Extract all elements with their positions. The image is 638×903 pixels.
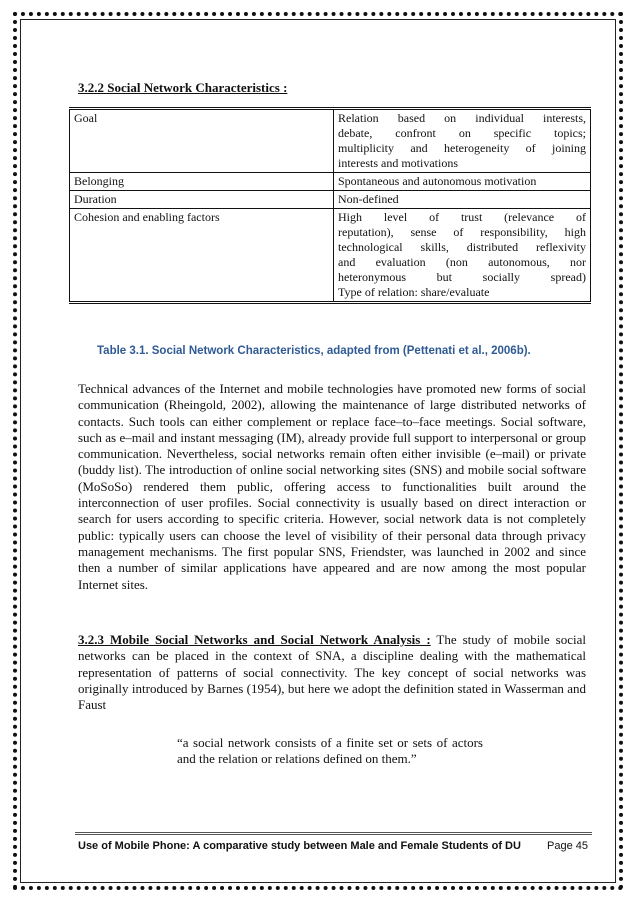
paragraph-internet-advances: Technical advances of the Internet and mobile technologies have promoted new forms of social communication (Rheingold, 2002), allowing the maintenance of large distributed networks of contacts. Such tools can either complement or replace face–to–face meetings. Social software, such as e–mail and instant messaging (IM), already provide full support to interpersonal or group communication. Nevertheless, social networks remain often either invisible (e–mail) or private (buddy list). The introduction of online social networking sites (SNS) and mobile social software (MoSoSo) rendered them public, offering access to functionalities built around the interconnection of user profiles. Social connectivity is usually based on direct interaction or search for users according to specific criteria. However, social network data is not completely public: typically users can choose the level of visibility of their personal data through privacy management mechanisms. The first popular SNS, Friendster, was launched in 2002 and since then a number of similar applications have appeared and are now among the most popular Internet sites. bbox=[78, 381, 586, 592]
description-line: interests and motivations bbox=[338, 156, 458, 170]
table-cell-description bbox=[334, 191, 591, 209]
table-row bbox=[70, 191, 591, 209]
description-line: multiplicity and heterogeneity of joining bbox=[338, 141, 586, 155]
description-line: Non-defined bbox=[338, 192, 399, 206]
table-cell-attribute: Duration bbox=[70, 191, 334, 209]
definition-quote: “a social network consists of a finite set or sets of actors and the relation or relations defined on them.” bbox=[177, 735, 483, 766]
table-row bbox=[70, 173, 591, 191]
footer-title: Use of Mobile Phone: A comparative study between Male and Female Students of DU bbox=[78, 840, 521, 852]
description-line: Spontaneous and autonomous motivation bbox=[338, 174, 537, 188]
description-line: debate, confront on specific topics; bbox=[338, 126, 586, 140]
description-line: technological skills, distributed reflexivity bbox=[338, 240, 586, 254]
table-cell-description bbox=[334, 109, 591, 173]
section-3-2-3-text: The study of mobile social networks can be placed in the context of SNA, a discipline dealing with the mathematical representation of patterns of social connectivity. The key concept of social networks was originally introduced by Barnes (1954), but here we adopt the definition stated in Wasserman and Faust bbox=[78, 632, 586, 713]
description-line: and evaluation (non autonomous, nor bbox=[338, 255, 586, 269]
characteristics-table bbox=[69, 107, 591, 304]
table-cell-attribute: Belonging bbox=[70, 173, 334, 191]
table-caption: Table 3.1. Social Network Characteristics, adapted from (Pettenati et al., 2006b). bbox=[97, 345, 531, 357]
description-line: Type of relation: share/evaluate bbox=[338, 285, 490, 299]
description-line: High level of trust (relevance of bbox=[338, 210, 586, 224]
section-heading-3-2-2: 3.2.2 Social Network Characteristics : bbox=[78, 80, 288, 95]
table-row bbox=[70, 109, 591, 173]
paragraph-mobile-sna bbox=[78, 632, 586, 713]
table-cell-description bbox=[334, 209, 591, 303]
footer-divider bbox=[75, 832, 592, 835]
table-cell-attribute: Cohesion and enabling factors bbox=[70, 209, 334, 303]
page-number: Page 45 bbox=[547, 840, 588, 852]
section-heading-3-2-3: 3.2.3 Mobile Social Networks and Social Network Analysis : bbox=[78, 632, 431, 647]
description-line: heteronymous but socially spread) bbox=[338, 270, 586, 284]
table-cell-attribute: Goal bbox=[70, 109, 334, 173]
table-row bbox=[70, 209, 591, 303]
description-line: Relation based on individual interests, bbox=[338, 111, 586, 125]
table-cell-description bbox=[334, 173, 591, 191]
description-line: reputation), sense of responsibility, high bbox=[338, 225, 586, 239]
